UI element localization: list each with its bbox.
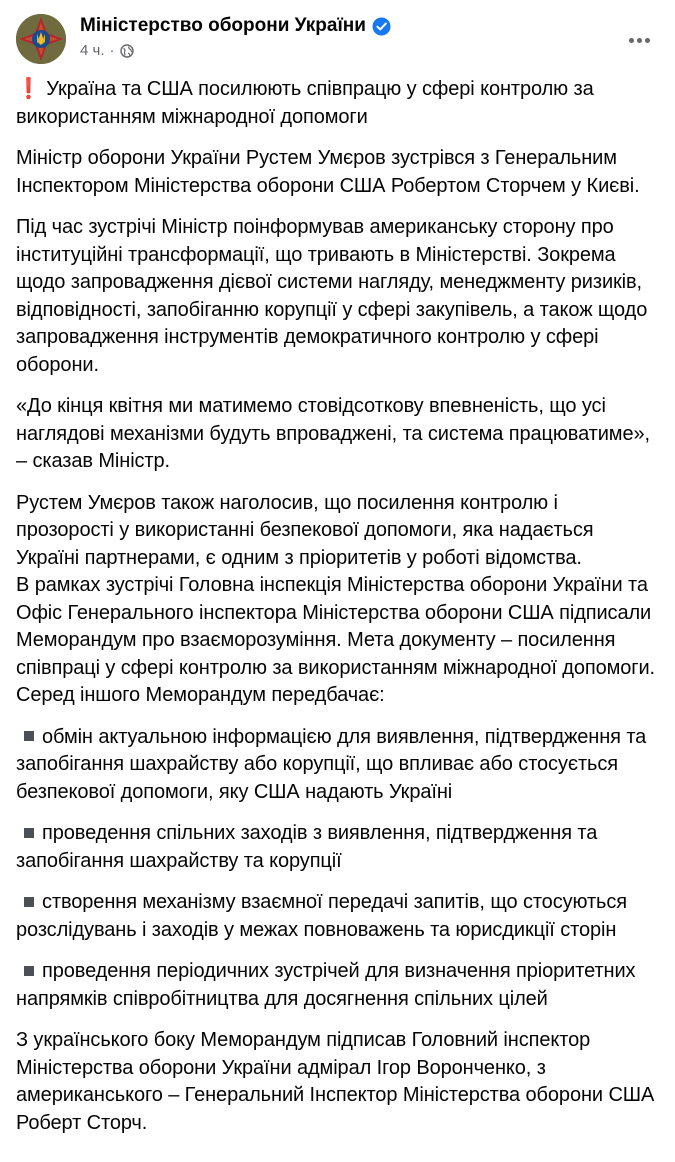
list-item (16, 724, 661, 807)
more-options-button[interactable] (621, 22, 657, 58)
post-headline (16, 76, 661, 131)
post-body (16, 76, 661, 1151)
list-item-text: проведення спільних заходів з виявлення, підтвердження та запобігання шахрайству та корупції (16, 822, 598, 872)
quote-paragraph: «До кінця квітня ми матимемо стовідсоткову впевненість, що усі наглядові механізми будуть впроваджені, та система працюватиме», – сказав Міністр. (16, 395, 650, 472)
square-bullet-icon (24, 731, 34, 741)
post-header (16, 12, 659, 68)
paragraph: Серед іншого Меморандум передбачає: (16, 684, 385, 706)
square-bullet-icon (24, 828, 34, 838)
square-bullet-icon (24, 897, 34, 907)
list-item (16, 958, 661, 1013)
list-item (16, 889, 661, 944)
author-line (80, 15, 391, 37)
ministry-emblem-icon (16, 14, 66, 64)
memorandum-list (16, 724, 661, 1014)
closing-paragraph: З українського боку Меморандум підписав Головний інспектор Міністерства оборони України адмірал Ігор Воронченко, з американського – Генеральний Інспектор Міністерства оборони США Роберт Сторч. (16, 1029, 655, 1134)
list-item-text: обмін актуальною інформацією для виявлення, підтвердження та запобігання шахрайству або корупції, що впливає або стосується безпекової допомоги, яку США надають Україні (16, 725, 647, 803)
exclamation-icon: ❗ (16, 78, 41, 100)
list-item-text: створення механізму взаємної передачі запитів, що стосуються розслідувань і заходів у межах повноважень та юрисдикції сторін (16, 891, 627, 941)
post-meta (80, 42, 134, 59)
verified-badge-icon (372, 17, 391, 36)
list-item-text: проведення періодичних зустрічей для визначення пріоритетних напрямків співробітництва для досягнення спільних цілей (16, 960, 636, 1010)
paragraph: Під час зустрічі Міністр поінформував американську сторону про інституційні трансформації, що тривають в Міністерстві. Зокрема щодо запровадження дієвої системи нагляду, менеджменту ризиків, відповідності, запобіганню корупції у сфері закупівель, а також щодо запровадження інструментів демократичного контролю у сфері оборони. (16, 216, 648, 376)
paragraph: Міністр оборони України Рустем Умєров зустрівся з Генеральним Інспектором Міністерства оборони США Робертом Сторчем у Києві. (16, 147, 640, 197)
globe-icon (120, 44, 134, 58)
page-name-link[interactable]: Міністерство оборони України (80, 15, 366, 36)
meta-separator: · (109, 42, 115, 59)
list-item (16, 820, 661, 875)
post-timestamp[interactable]: 4 ч. (80, 42, 105, 59)
paragraph: В рамках зустрічі Головна інспекція Міністерства оборони України та Офіс Генерального інспектора Міністерства оборони США підписали Меморандум про взаєморозуміння. Мета документу – посилення співпраці у сфері контролю за використанням міжнародної допомоги. (16, 574, 655, 679)
page-avatar[interactable] (16, 14, 66, 64)
paragraph: Рустем Умєров також наголосив, що посилення контролю і прозорості у використанні безпекової допомоги, яка надається Україні партнерами, є одним з пріоритетів у роботі відомства. (16, 491, 594, 569)
headline-text: Україна та США посилюють співпрацю у сфері контролю за використанням міжнародної допомоги (16, 78, 594, 128)
square-bullet-icon (24, 966, 34, 976)
more-options-icon (629, 38, 634, 43)
